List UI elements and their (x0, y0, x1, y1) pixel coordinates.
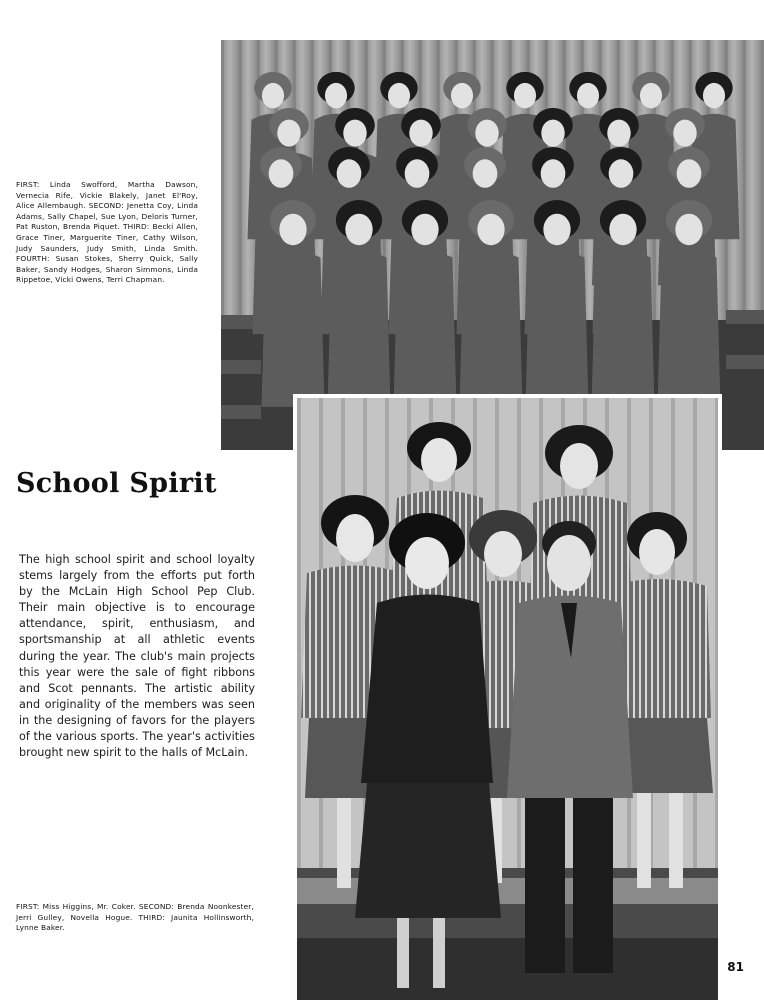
section-heading: School Spirit (16, 468, 217, 499)
pep-club-officers-photo (297, 398, 718, 1000)
page-number: 81 (727, 960, 744, 974)
body-paragraph: The high school spirit and school loyalty stems largely from the efforts put forth by the McLain High School Pep Club. Their main objective is to encourage attendance, spirit, enthusiasm, and sportsmanship at all athletic events during the year. The club's main projects this year were the sale of fight ribbons and Scot pennants. The artistic ability and originality of the members was seen in the designing of favors for the players of the various sports. The year's activities brought new spirit to the halls of McLain. (19, 553, 255, 760)
bottom-photo-caption: FIRST: Miss Higgins, Mr. Coker. SECOND: Brenda Noonkester, Jerri Gulley, Novella Hogue. THIRD: Jaunita Hollinsworth, Lynne Baker. (16, 902, 254, 933)
pep-club-group-photo (221, 40, 764, 450)
top-photo-caption: FIRST: Linda Swofford, Martha Dawson, Vernecia Rife, Vickie Blakely, Janet El'Roy, Alice Allembaugh. SECOND: Jenetta Coy, Linda Adams, Sally Chapel, Sue Lyon, Deloris Turner, Pat Ruston, Brenda Piquet. THIRD: Becki Allen, Grace Tiner, Marguerite Tiner, Cathy Wilson, Judy Saunders, Judy Smith, Linda Smith. FOURTH: Susan Stokes, Sherry Quick, Sally Baker, Sandy Hodges, Sharon Simmons, Linda Rippetoe, Vicki Owens, Terri Chapman. (16, 180, 198, 285)
